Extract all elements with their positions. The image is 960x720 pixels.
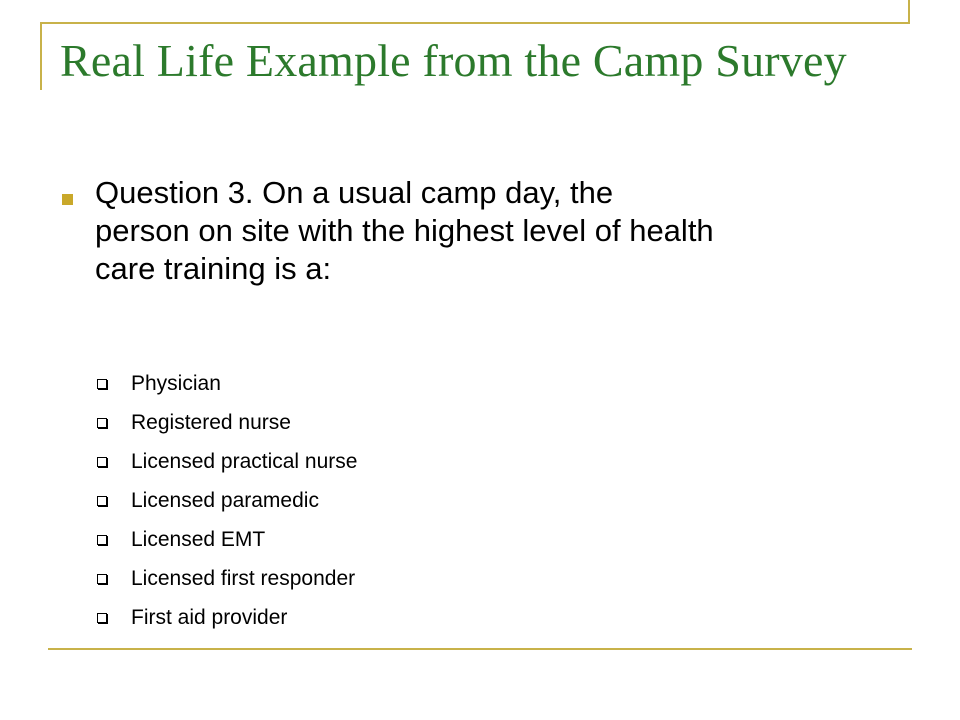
list-item — [95, 559, 357, 598]
frame-bottom-line — [48, 648, 912, 650]
square-bullet-icon — [62, 194, 73, 205]
checkbox-icon — [97, 496, 107, 506]
list-item — [95, 364, 357, 403]
option-label: Licensed paramedic — [131, 488, 319, 512]
frame-top-line — [40, 22, 910, 24]
list-item — [95, 520, 357, 559]
checkbox-icon — [97, 379, 107, 389]
options-list — [95, 364, 357, 637]
frame-right-line — [908, 0, 910, 24]
slide-title: Real Life Example from the Camp Survey — [60, 35, 847, 86]
option-label: Registered nurse — [131, 410, 291, 434]
option-label: Licensed practical nurse — [131, 449, 358, 473]
list-item — [95, 481, 357, 520]
list-item — [95, 598, 357, 637]
option-label: Physician — [131, 371, 221, 395]
list-item — [95, 403, 357, 442]
question-text: Question 3. On a usual camp day, the person on site with the highest level of health care training is a: — [95, 175, 714, 286]
option-label: Licensed EMT — [131, 527, 266, 551]
checkbox-icon — [97, 418, 107, 428]
option-label: First aid provider — [131, 605, 288, 629]
frame-left-line — [40, 22, 42, 90]
checkbox-icon — [97, 457, 107, 467]
checkbox-icon — [97, 613, 107, 623]
option-label: Licensed first responder — [131, 566, 356, 590]
list-item — [95, 442, 357, 481]
checkbox-icon — [97, 574, 107, 584]
checkbox-icon — [97, 535, 107, 545]
